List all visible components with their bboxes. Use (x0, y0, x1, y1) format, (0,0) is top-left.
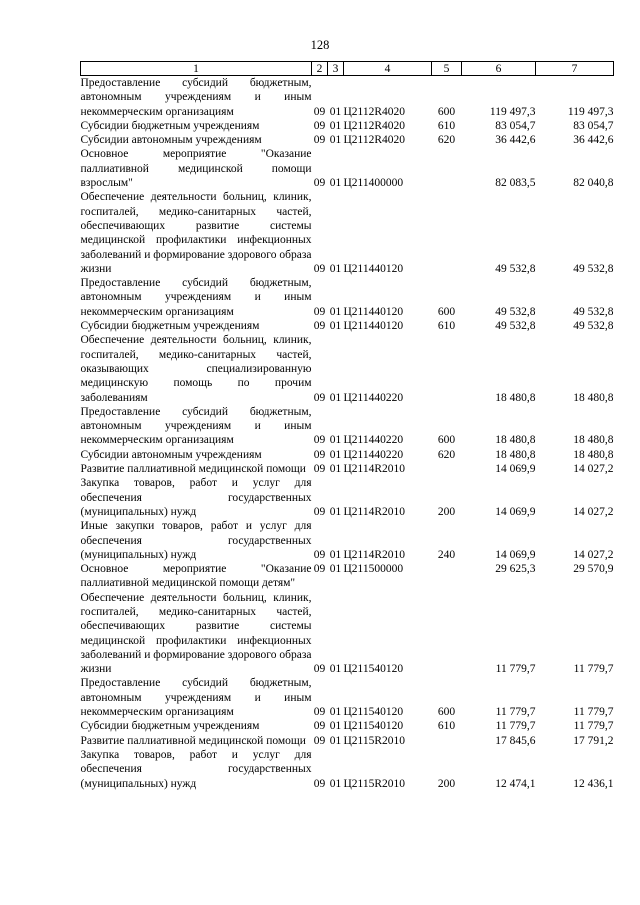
row-expense-type: 600 (437, 706, 456, 719)
row-amount-1: 14 069,9 (495, 505, 536, 518)
row-name: Субсидии бюджетным учреждениям (80, 320, 260, 333)
row-amount-1: 18 480,8 (495, 434, 536, 447)
row-expense-type: 610 (437, 720, 456, 733)
row-name: Основное мероприятие "Оказание паллиативной медицинской помощи детям" (80, 563, 312, 590)
row-name: Субсидии автономным учреждениям (80, 134, 262, 147)
row-amount-2: 82 040,8 (573, 177, 614, 190)
row-name: Предоставление субсидий бюджетным, автономным учреждениям и иным некоммерческим организациям (80, 677, 312, 719)
row-expense-type (432, 591, 462, 677)
row-name: Иные закупки товаров, работ и услуг для обеспечения государственных (муниципальных) нужд (80, 520, 312, 561)
row-amount-1: 83 054,7 (495, 119, 536, 132)
row-subsection: 01 (329, 134, 342, 147)
row-expense-type: 610 (437, 119, 456, 132)
row-section: 09 (313, 777, 326, 790)
row-name: Предоставление субсидий бюджетным, автономным учреждениям и иным некоммерческим организациям (80, 77, 312, 118)
row-amount-2: 83 054,7 (573, 119, 614, 132)
row-name: Обеспечение деятельности больниц, клиник, госпиталей, медико-санитарных частей, обеспечивающих развитие системы медицинской профилактики инфекционных заболеваний и формирование здорового образа жизни (80, 591, 312, 676)
row-amount-2: 49 532,8 (573, 262, 614, 275)
header-col-1: 1 (81, 62, 312, 76)
row-section: 09 (313, 548, 326, 561)
table-row (81, 562, 614, 591)
row-expense-type (432, 333, 462, 404)
row-target-code: Ц2112R4020 (343, 105, 406, 118)
row-target-code: Ц211440120 (343, 320, 404, 333)
row-section: 09 (313, 448, 326, 461)
header-col-4: 4 (344, 62, 432, 76)
row-name: Развитие паллиативной медицинской помощи (80, 463, 306, 476)
row-amount-2: 49 532,8 (573, 320, 614, 333)
row-subsection: 01 (329, 262, 342, 275)
row-amount-1: 18 480,8 (495, 448, 536, 461)
row-expense-type: 200 (437, 505, 456, 518)
row-expense-type: 600 (437, 305, 456, 318)
row-target-code: Ц211440220 (343, 448, 404, 461)
row-name: Закупка товаров, работ и услуг для обеспечения государственных (муниципальных) нужд (80, 477, 312, 518)
row-section: 09 (313, 734, 326, 747)
row-expense-type: 600 (437, 434, 456, 447)
row-target-code: Ц211440220 (343, 434, 404, 447)
row-amount-1: 17 845,6 (495, 734, 536, 747)
table-row (81, 462, 614, 476)
row-target-code: Ц211540120 (343, 706, 404, 719)
row-subsection: 01 (329, 706, 342, 719)
row-target-code: Ц2112R4020 (343, 119, 406, 132)
row-target-code: Ц211400000 (343, 177, 404, 190)
row-section: 09 (313, 320, 326, 333)
row-amount-2: 14 027,2 (573, 548, 614, 561)
header-col-6: 6 (462, 62, 536, 76)
row-amount-2: 11 779,7 (573, 663, 614, 676)
row-section: 09 (313, 105, 326, 118)
table-row (81, 719, 614, 733)
row-target-code: Ц2115R2010 (343, 777, 406, 790)
page-number: 128 (310, 38, 330, 52)
row-section: 09 (313, 119, 326, 132)
row-subsection: 01 (329, 391, 342, 404)
table-row (81, 319, 614, 333)
row-amount-2: 18 480,8 (573, 448, 614, 461)
table-row (81, 748, 614, 791)
row-section: 09 (313, 305, 326, 318)
row-amount-1: 82 083,5 (495, 177, 536, 190)
row-subsection: 01 (329, 720, 342, 733)
row-subsection: 01 (329, 305, 342, 318)
row-expense-type (432, 562, 462, 591)
row-amount-2: 11 779,7 (573, 706, 614, 719)
row-expense-type: 240 (437, 548, 456, 561)
row-amount-1: 49 532,8 (495, 262, 536, 275)
row-expense-type (432, 147, 462, 190)
row-section: 09 (313, 505, 326, 518)
row-target-code: Ц2115R2010 (343, 734, 406, 747)
row-subsection: 01 (329, 463, 342, 476)
budget-table (80, 61, 614, 791)
row-section: 09 (313, 463, 326, 476)
row-subsection: 01 (329, 119, 342, 132)
row-section: 09 (313, 563, 326, 576)
table-row (81, 147, 614, 190)
row-name: Основное мероприятие "Оказание паллиативной медицинской помощи взрослым" (80, 148, 312, 190)
row-name: Предоставление субсидий бюджетным, автономным учреждениям и иным некоммерческим организациям (80, 277, 312, 318)
row-amount-2: 18 480,8 (573, 434, 614, 447)
row-target-code: Ц211440120 (343, 305, 404, 318)
row-subsection: 01 (329, 448, 342, 461)
row-amount-1: 29 625,3 (495, 563, 536, 576)
row-section: 09 (313, 262, 326, 275)
row-expense-type: 200 (437, 777, 456, 790)
header-col-3: 3 (328, 62, 344, 76)
row-subsection: 01 (329, 320, 342, 333)
table-row (81, 333, 614, 404)
row-target-code: Ц211440120 (343, 262, 404, 275)
header-col-5: 5 (432, 62, 462, 76)
header-row (81, 62, 614, 76)
row-amount-1: 18 480,8 (495, 391, 536, 404)
row-name: Субсидии бюджетным учреждениям (80, 119, 260, 132)
row-expense-type: 620 (437, 134, 456, 147)
table-row (81, 133, 614, 147)
row-amount-2: 14 027,2 (573, 505, 614, 518)
row-name: Субсидии автономным учреждениям (80, 448, 262, 461)
row-subsection: 01 (329, 434, 342, 447)
row-amount-1: 119 497,3 (489, 105, 536, 118)
row-target-code: Ц211440220 (343, 391, 404, 404)
row-expense-type: 620 (437, 448, 456, 461)
row-amount-2: 17 791,2 (573, 734, 614, 747)
row-name: Предоставление субсидий бюджетным, автономным учреждениям и иным некоммерческим организациям (80, 405, 312, 447)
row-amount-1: 12 474,1 (495, 777, 536, 790)
row-target-code: Ц211540120 (343, 663, 404, 676)
row-section: 09 (313, 706, 326, 719)
table-row (81, 276, 614, 319)
row-target-code: Ц211500000 (343, 563, 404, 576)
row-target-code: Ц2114R2010 (343, 463, 406, 476)
table-row (81, 519, 614, 562)
table-row (81, 676, 614, 719)
table-row (81, 405, 614, 448)
row-amount-1: 14 069,9 (495, 548, 536, 561)
row-target-code: Ц2112R4020 (343, 134, 406, 147)
row-name: Обеспечение деятельности больниц, клиник, госпиталей, медико-санитарных частей, оказывающих специализированную медицинскую помощь по прочим заболеваниям (80, 334, 312, 404)
row-amount-2: 14 027,2 (573, 463, 614, 476)
row-amount-1: 49 532,8 (495, 305, 536, 318)
row-amount-1: 36 442,6 (495, 134, 536, 147)
row-section: 09 (313, 663, 326, 676)
table-row (81, 734, 614, 748)
row-target-code: Ц211540120 (343, 720, 404, 733)
row-amount-1: 11 779,7 (495, 720, 536, 733)
table-row (81, 190, 614, 276)
row-name: Развитие паллиативной медицинской помощи (80, 734, 306, 747)
row-amount-1: 49 532,8 (495, 320, 536, 333)
row-amount-2: 36 442,6 (573, 134, 614, 147)
row-subsection: 01 (329, 777, 342, 790)
header-col-2: 2 (312, 62, 328, 76)
row-expense-type (432, 190, 462, 276)
row-name: Закупка товаров, работ и услуг для обеспечения государственных (муниципальных) нужд (80, 748, 312, 790)
row-subsection: 01 (329, 105, 342, 118)
row-section: 09 (313, 177, 326, 190)
row-amount-2: 18 480,8 (573, 391, 614, 404)
row-amount-1: 11 779,7 (495, 706, 536, 719)
table-body (81, 76, 614, 791)
row-amount-2: 12 436,1 (573, 777, 614, 790)
row-subsection: 01 (329, 563, 342, 576)
row-subsection: 01 (329, 177, 342, 190)
row-subsection: 01 (329, 505, 342, 518)
row-expense-type (432, 734, 462, 748)
row-target-code: Ц2114R2010 (343, 505, 406, 518)
row-section: 09 (313, 434, 326, 447)
row-expense-type: 600 (437, 105, 456, 118)
row-subsection: 01 (329, 548, 342, 561)
row-expense-type (432, 462, 462, 476)
table-row (81, 591, 614, 677)
row-amount-2: 119 497,3 (567, 105, 614, 118)
row-name: Обеспечение деятельности больниц, клиник, госпиталей, медико-санитарных частей, обеспечивающих развитие системы медицинской профилактики инфекционных заболеваний и формирование здорового образа жизни (80, 191, 312, 275)
row-subsection: 01 (329, 734, 342, 747)
row-name: Субсидии бюджетным учреждениям (80, 720, 260, 733)
row-section: 09 (313, 391, 326, 404)
row-amount-2: 29 570,9 (573, 563, 614, 576)
row-section: 09 (313, 720, 326, 733)
table-row (81, 476, 614, 519)
table-row (81, 76, 614, 119)
header-col-7: 7 (536, 62, 614, 76)
row-amount-1: 11 779,7 (495, 663, 536, 676)
row-subsection: 01 (329, 663, 342, 676)
row-expense-type: 610 (437, 320, 456, 333)
table-row (81, 448, 614, 462)
row-amount-2: 11 779,7 (573, 720, 614, 733)
row-target-code: Ц2114R2010 (343, 548, 406, 561)
row-section: 09 (313, 134, 326, 147)
table-row (81, 119, 614, 133)
row-amount-1: 14 069,9 (495, 463, 536, 476)
row-amount-2: 49 532,8 (573, 305, 614, 318)
